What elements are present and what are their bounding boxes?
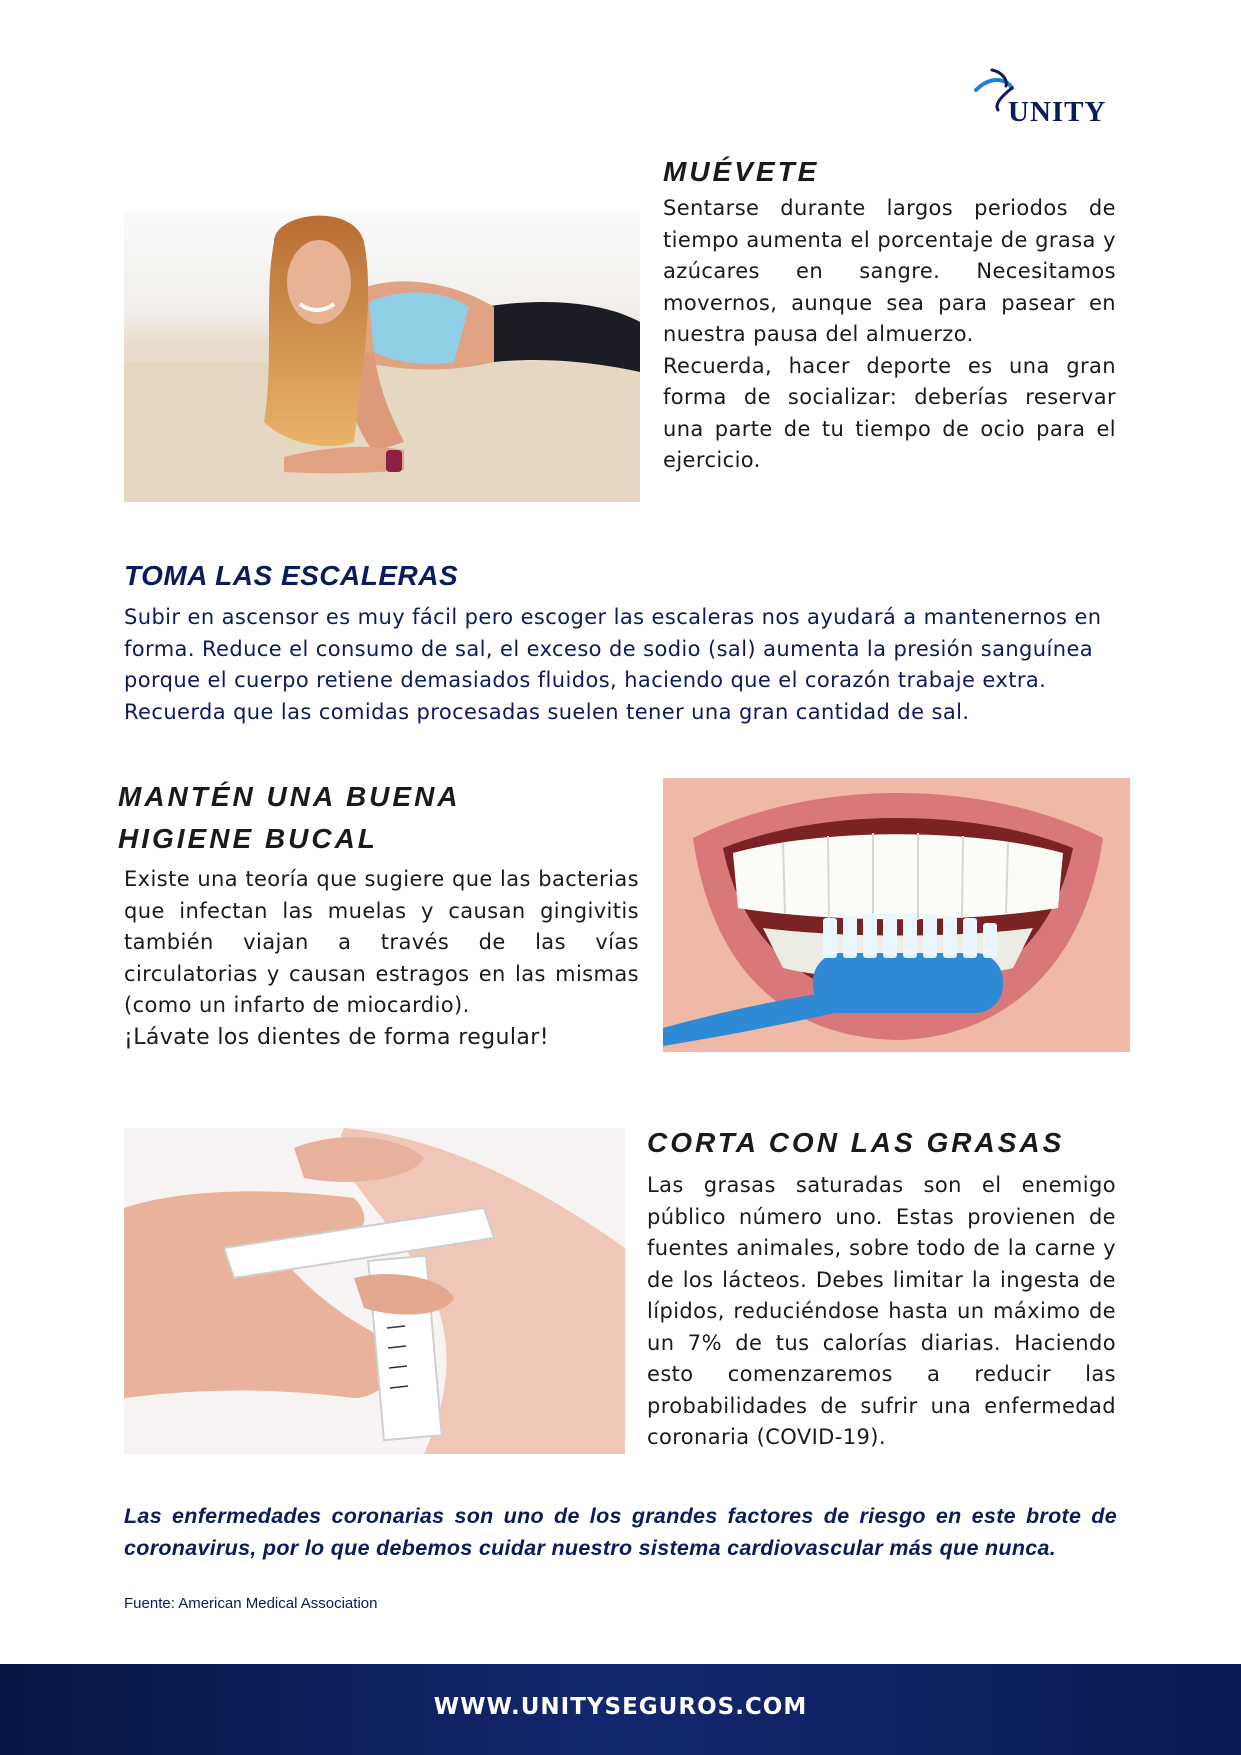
toothbrush-smile-photo <box>663 778 1130 1052</box>
higiene-paragraph: Existe una teoría que sugiere que las bacterias que infectan las muelas y causan gingivitis también viajan a través de las vías circulatorias y causan estragos en las mismas (como un infarto de miocardio). <box>124 867 639 1017</box>
unity-logo <box>972 66 1122 128</box>
section-title-muevete: MUÉVETE <box>663 156 820 187</box>
section-title-escaleras: TOMA LAS ESCALERAS <box>124 560 459 591</box>
section-body-grasas: Las grasas saturadas son el enemigo público número uno. Estas provienen de fuentes animales, sobre todo de la carne y de los lácteos. Debes limitar la ingesta de lípidos, reduciéndose hasta un máximo de un 7% de tus calorías diarias. Haciendo esto comenzaremos a reducir las probabilidades de sufrir una enfermedad coronaria (COVID-19). <box>647 1173 1116 1449</box>
logo-text: UNITY <box>1008 96 1107 128</box>
source-note: Fuente: American Medical Association <box>124 1595 378 1612</box>
section-body-higiene <box>124 864 639 1053</box>
higiene-closing: ¡Lávate los dientes de forma regular! <box>124 1024 549 1050</box>
section-body-muevete <box>663 193 1116 477</box>
closing-quote: Las enfermedades coronarias son uno de los grandes factores de riesgo en este brote de coronavirus, por lo que debemos cuidar nuestro sistema cardiovascular más que nunca. <box>124 1504 1117 1560</box>
section-title-higiene-line1: MANTÉN UNA BUENA <box>118 781 461 812</box>
plank-exercise-photo <box>124 212 640 502</box>
section-body-escaleras: Subir en ascensor es muy fácil pero escoger las escaleras nos ayudará a mantenernos en forma. Reduce el consumo de sal, el exceso de sodio (sal) aumenta la presión sanguínea porque el cuerpo retiene demasiados fluidos, haciendo que el corazón trabaje extra. Recuerda que las comidas procesadas suelen tener una gran cantidad de sal. <box>124 605 1102 724</box>
footer-bar <box>0 1664 1241 1755</box>
muevete-paragraph-1: Sentarse durante largos periodos de tiempo aumenta el porcentaje de grasa y azúcares en sangre. Necesitamos movernos, aunque sea para pasear en nuestra pausa del almuerzo. <box>663 196 1116 346</box>
section-title-higiene-line2: HIGIENE BUCAL <box>118 823 378 854</box>
caliper-measurement-photo <box>124 1128 625 1454</box>
muevete-paragraph-2: Recuerda, hacer deporte es una gran forma de socializar: deberías reservar una parte de tu tiempo de ocio para el ejercicio. <box>663 353 1116 472</box>
section-title-grasas: CORTA CON LAS GRASAS <box>647 1127 1065 1158</box>
footer-website-link[interactable]: WWW.UNITYSEGUROS.COM <box>433 1694 808 1720</box>
